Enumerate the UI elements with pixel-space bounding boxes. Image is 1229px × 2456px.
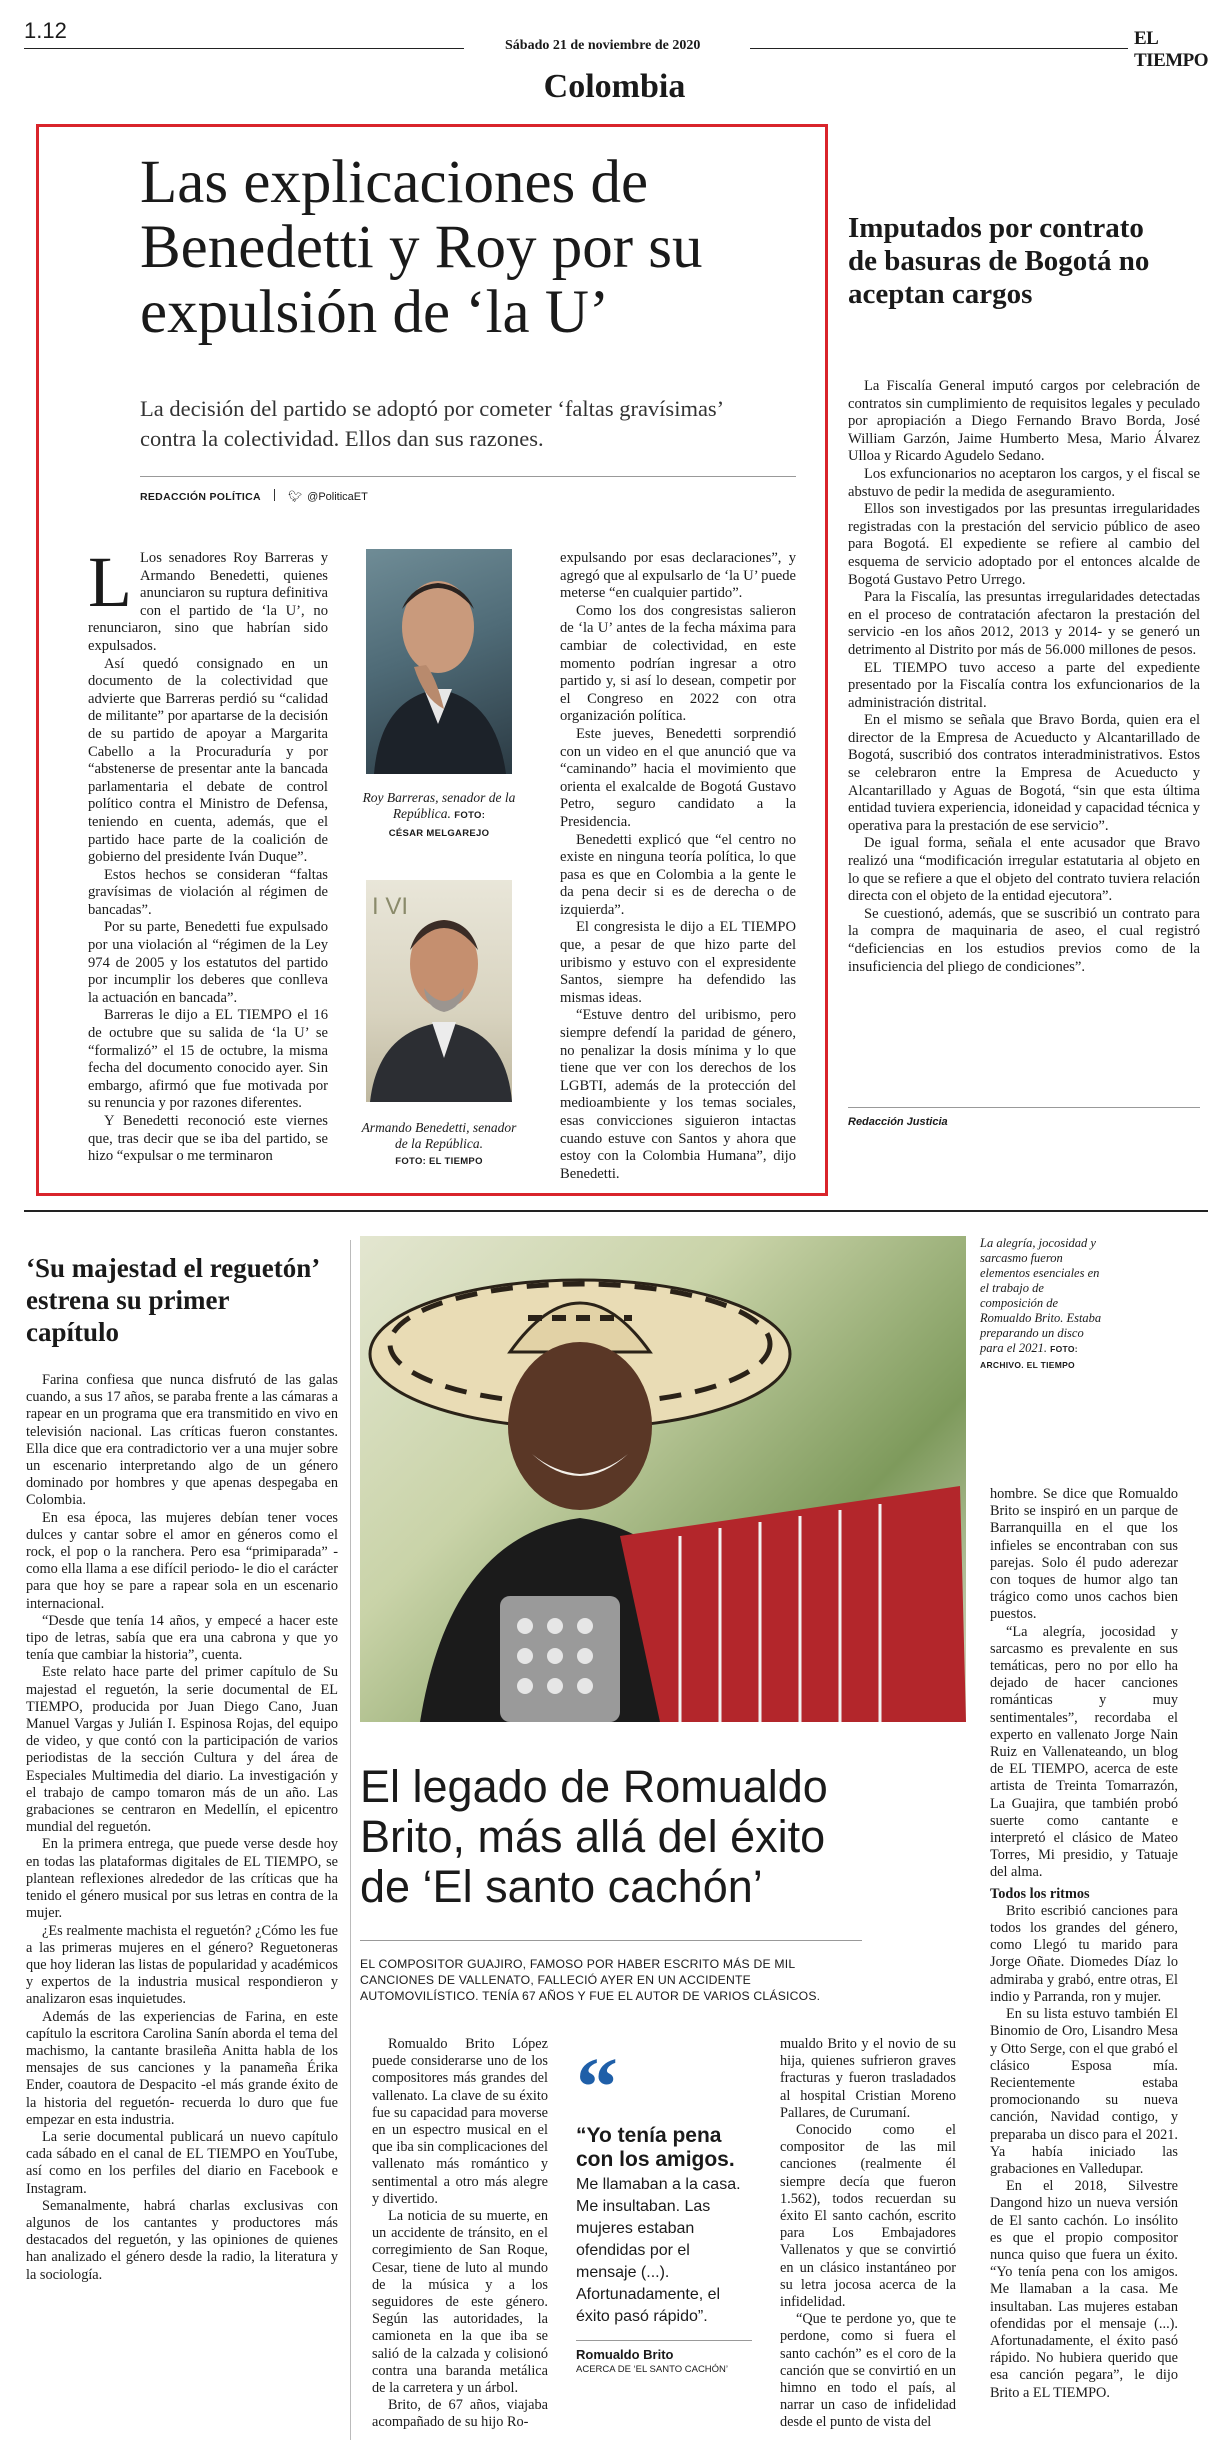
quote-author: Romualdo Brito xyxy=(576,2347,674,2362)
column-divider xyxy=(350,1240,351,2440)
page-date: Sábado 21 de noviembre de 2020 xyxy=(505,38,701,53)
byline-divider xyxy=(274,489,275,501)
paragraph: L Los senadores Roy Barreras y Armando Benedetti, quienes anunciaron su ruptura definitiva con el partido de ‘la U’, no renunciaron, sino que habrían sido expulsados. xyxy=(88,542,328,654)
photo-credit: FOTO: EL TIEMPO xyxy=(395,1156,483,1167)
quote-lead: “Yo tenía pena con los amigos. xyxy=(576,2124,735,2171)
paragraph: Y Benedetti reconoció este viernes que, tras decir que se iba del partido, se hizo “expulsar o me terminaron xyxy=(88,1113,328,1165)
photo-credit: CÉSAR MELGAREJO xyxy=(388,828,490,839)
armando-benedetti-photo xyxy=(366,880,512,1102)
paragraph: Ellos son investigados por las presuntas irregularidades registradas con la prestación del servicio público de aseo para Bogotá. El expediente se refiere al cambio del esquema de servicio adoptado por el entonces alcalde de Bogotá Gustavo Petro Urrego. xyxy=(848,501,1200,588)
paragraph: Por su parte, Benedetti fue expulsado por una violación al “régimen de la Ley 974 de 2005 y los estatutos del partido por incumplir los deberes que conlleva la actuación en bancada”. xyxy=(88,919,328,1006)
paragraph: “Que te perdone yo, que te perdone, como si fuera el santo cachón” es el coro de la canción que se convirtió en un himno en todo el país, al narrar un caso de infidelidad desde el punto de vista del xyxy=(780,2311,956,2431)
side-story-body xyxy=(848,378,1200,976)
paragraph: “Desde que tenía 14 años, y empecé a hacer este tipo de letras, sabía que era una cabrona y que yo tenía que cambiar la historia”, cuenta. xyxy=(26,1612,338,1664)
brito-deck: EL COMPOSITOR GUAJIRO, FAMOSO POR HABER ESCRITO MÁS DE MIL CANCIONES DE VALLENATO, FALLECIÓ AYER EN UN ACCIDENTE AUTOMOVILÍSTICO. TENÍA 67 AÑOS Y FUE EL AUTOR DE VARIOS CLÁSICOS. xyxy=(360,1957,821,2003)
paragraph: hombre. Se dice que Romualdo Brito se inspiró en un parque de Barranquilla en el que los infieles se encontraban con sus parejas. Solo él pudo aderezar con toques de humor algo tan trágico como unos cachos bien puestos. xyxy=(990,1486,1178,1623)
reggaeton-headline: ‘Su majestad el reguetón’ estrena su primer capítulo xyxy=(26,1253,319,1347)
brito-col-1 xyxy=(372,2036,548,2432)
side-headline: Imputados por contrato de basuras de Bogotá no aceptan cargos xyxy=(848,212,1150,310)
quote-body: Me llamaban a la casa. Me insultaban. Las mujeres estaban ofendidas por el mensaje (...). Afortunadamente, el éxito pasó rápido”. xyxy=(576,2176,741,2325)
romualdo-brito-photo xyxy=(360,1236,966,1722)
musician-figure xyxy=(360,1236,966,1722)
paragraph: En su lista estuvo también El Binomio de Oro, Lisandro Mesa y Otto Serge, con el que grabó el clásico Esposa mía. Recientemente estaba promocionando su nueva canción, Navidad contigo, y preparaba un disco para el 2021. Ya había iniciado las grabaciones en Valledupar. xyxy=(990,2006,1178,2177)
main-col-3 xyxy=(560,550,796,1183)
benedetti-caption: Armando Benedetti, senador de la República. FOTO: EL TIEMPO xyxy=(361,1120,517,1167)
paragraph: Se cuestionó, además, que se suscribió un contrato para la compra de maquinaria de aseo, el cual registró “deficiencias en los estudios previos como de la insuficiencia del pliego de condiciones”. xyxy=(848,905,1200,975)
paragraph: Además de las experiencias de Farina, en este capítulo la escritora Carolina Sanín aborda el tema del machismo, la cantante brasileña Anitta habla de los mensajes de sus canciones y la panameña Érika Ender, coautora de Despacito -el más grande éxito de la historia del reguetón- recuerda lo duro que fue empezar en esta industria. xyxy=(26,2008,338,2128)
byline: REDACCIÓN POLÍTICA xyxy=(140,491,261,503)
roy-caption: Roy Barreras, senador de la República. FOTO: CÉSAR MELGAREJO xyxy=(362,790,516,839)
paragraph: Así quedó consignado en un documento de la colectividad que advierte que Barreras perdió su “calidad de militante” por apartarse de la decisión de su partido de apoyar a Margarita Cabello a la Procuraduría y por “abstenerse de presentar ante la bancada parlamentaria el debate de control político contra el Ministro de Defensa, teniendo en cuenta, además, que el partido hace parte de la coalición de gobierno del presidente Iván Duque”. xyxy=(88,655,328,866)
byline-rule xyxy=(140,476,796,477)
paragraph: Farina confiesa que nunca disfrutó de las galas cuando, a sus 17 años, se paraba frente a las cámaras a rapear en un programa que era transmitido en vivo en televisión nacional. Las críticas fueron constantes. Ella dice que era contradictorio ver a una mujer sobre un escenario interpretando algo de un género dominado por hombres y que apenas despegaba en Colombia. xyxy=(26,1372,338,1509)
paragraph: EL TIEMPO tuvo acceso a parte del expediente presentado por la Fiscalía contra los exfuncionarios de la administración distrital. xyxy=(848,659,1200,711)
twitter-handle[interactable]: @PoliticaET xyxy=(307,491,368,503)
photo-credit-label: FOTO: xyxy=(454,810,486,821)
photo-credit: FOTO: ARCHIVO. EL TIEMPO xyxy=(980,1344,1078,1370)
main-col-1 xyxy=(88,542,328,1166)
paragraph: Estos hechos se consideran “faltas gravísimas de violación al régimen de bancadas”. xyxy=(88,866,328,918)
byline-bar xyxy=(140,485,796,505)
brand-logo: EL TIEMPO xyxy=(1134,28,1209,71)
paragraph: En el mismo se señala que Bravo Borda, quien era el director de la Empresa de Acueducto y Alcantarillado de Bogotá, suscribió dos contratos interadministrativos. Estos se celebraron entre la Empresa de Acueducto y Alcantarillado y Aguas de Bogotá, “sin que esta última entidad tuviera experiencia, idoneidad y capacidad técnica y operativa para la prestación de ese servicio”. xyxy=(848,712,1200,834)
paragraph: De igual forma, señala el ente acusador que Bravo realizó una “modificación irregular estatutaria al objeto en lo que se refiere a que el objeto del contrato tuviera relación directa con el objeto de la entidad ejecutora”. xyxy=(848,835,1200,905)
roy-barreras-photo xyxy=(366,549,512,774)
section-title: Colombia xyxy=(543,68,686,105)
portrait-figure xyxy=(366,549,512,774)
paragraph: Brito escribió canciones para todos los grandes del género, como Llegó tu marido para Jorge Oñate. Diomedes Díaz lo admiraba y grabó, entre otras, El indio y Parranda, ron y mujer. xyxy=(990,1902,1178,2005)
deck-rule xyxy=(360,1940,862,1941)
quote-mark-icon: “ xyxy=(576,2041,618,2134)
header-rule-left xyxy=(24,48,464,49)
paragraph: La serie documental publicará un nuevo capítulo cada sábado en el canal de EL TIEMPO en YouTube, así como en los perfiles del diario en Facebook e Instagram. xyxy=(26,2128,338,2197)
paragraph: expulsando por esas declaraciones”, y agregó que al expulsarlo de ‘la U’ puede meterse “en cualquier partido”. xyxy=(560,550,796,602)
paragraph: Como los dos congresistas salieron de ‘la U’ antes de la fecha máxima para cambiar de colectividad, en este momento podrían ingresar a otro partido y, si así lo desean, competir por el Congreso en 2022 con otra organización política. xyxy=(560,602,796,725)
side-byline: Redacción Justicia xyxy=(848,1116,948,1128)
paragraph: Para la Fiscalía, las presuntas irregularidades detectadas en el proceso de contratación afectaron la prestación del servicio -en los años 2012, 2013 y 2014- y se generó un detrimento al Distrito por más de 56.000 millones de pesos. xyxy=(848,589,1200,658)
brito-photo-caption: La alegría, jocosidad y sarcasmo fueron elementos esenciales en el trabajo de composición de Romualdo Brito. Estaba preparando un disco para el 2021. FOTO: ARCHIVO. EL TIEMPO xyxy=(980,1236,1102,1370)
svg-text:I VI: I VI xyxy=(372,893,409,920)
pull-quote xyxy=(576,2041,752,2375)
paragraph: En esa época, las mujeres debían tener voces dulces y cantar sobre el amor en géneros como el rock, el pop o la ranchera. Pero esa “primiparada” -como ella llama a ese difícil periodo- le dio el carácter para que hoy se pare a rapear sola en un escenario internacional. xyxy=(26,1509,338,1612)
quote-rule xyxy=(576,2340,752,2341)
paragraph: En la primera entrega, que puede verse desde hoy en todas las plataformas digitales de EL TIEMPO, se plantean reflexiones alrededor de las críticas que ha tenido el género musical por sus letras en contra de la mujer. xyxy=(26,1836,338,1922)
paragraph: Los exfuncionarios no aceptaron los cargos, y el fiscal se abstuvo de pedir la medida de aseguramiento. xyxy=(848,465,1200,500)
section-divider xyxy=(24,1210,1208,1212)
subhead: Todos los ritmos xyxy=(990,1885,1090,1902)
side-byline-rule xyxy=(848,1107,1200,1108)
paragraph: “Estuve dentro del uribismo, pero siempre defendí la paridad de género, no penalizar la dosis mínima y lo que tiene que ver con los derechos de los LGBTI, además de la protección del medioambiente y los temas sociales, esas convicciones siguieron intactas cuando estuve con Santos y ahora que estoy con la Colombia Humana”, dijo Benedetti. xyxy=(560,1007,796,1182)
paragraph: Semanalmente, habrá charlas exclusivas con algunos de los cantantes y productores más destacados del reguetón, y las opiniones de quienes han analizado el género desde la radio, la literatura y la sociología. xyxy=(26,2197,338,2283)
page-number: 1.12 xyxy=(24,18,67,43)
portrait-figure xyxy=(366,880,512,1102)
paragraph: El congresista le dijo a EL TIEMPO que, a pesar de que hizo parte del uribismo y estuvo con el expresidente Santos, siempre ha defendido las mismas ideas. xyxy=(560,919,796,1006)
paragraph: ¿Es realmente machista el reguetón? ¿Cómo les fue a las primeras mujeres en el género? Reguetoneras que hoy lideran las listas de popularidad y académicos y expertos de la industria musical respondieron y analizaron esas inquietudes. xyxy=(26,1922,338,2008)
header-rule-right xyxy=(750,48,1128,49)
main-headline: Las explicaciones de Benedetti y Roy por su expulsión de ‘la U’ xyxy=(140,149,703,346)
brito-headline: El legado de Romualdo Brito, más allá del éxito de ‘El santo cachón’ xyxy=(360,1761,828,1912)
paragraph: Benedetti explicó que “el centro no existe en ninguna teoría política, lo que pasa es que en Colombia a la gente le da pena decir si es de derecha o de izquierda”. xyxy=(560,831,796,918)
main-deck: La decisión del partido se adoptó por cometer ‘faltas gravísimas’ contra la colectividad. Ellos dan sus razones. xyxy=(140,396,723,451)
brito-col-4 xyxy=(990,1486,1178,2402)
paragraph: En el 2018, Silvestre Dangond hizo un nueva versión de El santo cachón. Lo insólito es que el propio compositor nunca quiso que fuera un éxito. “Yo tenía pena con los amigos. Me llamaban a la casa. Me insultaban. Las mujeres estaban ofendidas por el mensaje (...). Afortunadamente, el éxito pasó rápido. No hubiera querido que esa canción pegara”, le dijo Brito a EL TIEMPO. xyxy=(990,2178,1178,2401)
quote-role: ACERCA DE ‘EL SANTO CACHÓN’ xyxy=(576,2364,729,2375)
paragraph: “La alegría, jocosidad y sarcasmo es prevalente en sus temáticas, pero no por ello ha dejado de hacer canciones románticas y muy sentimentales”, recordaba el experto en vallenato Jorge Nain Ruiz en Vallenateando, un blog de EL TIEMPO, acerca de este artista de Treinta Tomarrazón, La Guajira, que también probó suerte como cantante e interpretó el clásico de Mateo Torres, Mi presidio, y Tatuaje del alma. xyxy=(990,1623,1178,1881)
paragraph: Este relato hace parte del primer capítulo de Su majestad el reguetón, la serie documental de EL TIEMPO, producida por Juan Diego Cano, Juan Manuel Vargas y Julián I. Espinosa Rojas, del equipo de video, y que contó con la participación de varios periodistas de la sección Cultura y del área de Especiales Multimedia del diario. La investigación y el trabajo de campo tomaron más de un año. Las grabaciones se centraron en Medellín, el epicentro mundial del reguetón. xyxy=(26,1664,338,1836)
paragraph: La noticia de su muerte, en un accidente de tránsito, en el corregimiento de San Roque, Cesar, tiene de luto al mundo de la música y a los seguidores de este género. Según las autoridades, la camioneta en la que iba se salió de la calzada y colisionó contra una baranda metálica de la carretera y un árbol. xyxy=(372,2208,548,2397)
paragraph: mualdo Brito y el novio de su hija, quienes sufrieron graves fracturas y fueron trasladados al hospital Cristian Moreno Pallares, de Curumaní. xyxy=(780,2036,956,2121)
paragraph: Brito, de 67 años, viajaba acompañado de su hijo Ro- xyxy=(372,2397,548,2431)
paragraph: Romualdo Brito López puede considerarse uno de los compositores más grandes del vallenato. La clave de su éxito fue su capacidad para moverse en un espectro musical en el que iba sin complicaciones del vallenato más romántico y sentimental a otro más alegre y divertido. xyxy=(372,2036,548,2207)
paragraph: Este jueves, Benedetti sorprendió con un video en el que anunció que va “caminando” hacia el movimiento que orienta el exalcalde de Bogotá Gustavo Petro, seguro candidato a la Presidencia. xyxy=(560,725,796,830)
paragraph: La Fiscalía General imputó cargos por celebración de contratos sin cumplimiento de requisitos legales y peculado por apropiación a Diego Fernando Bravo Borda, José William Garzón, Jaime Humberto Mesa, Mario Álvarez Ulloa y Ricardo Agudelo Sedano. xyxy=(848,378,1200,465)
drop-cap: L xyxy=(88,542,132,622)
twitter-icon: 🐦︎ xyxy=(288,491,303,503)
reggaeton-body xyxy=(26,1372,338,2284)
brito-col-3 xyxy=(780,2036,956,2432)
paragraph: Conocido como el compositor de las mil canciones (realmente él siempre decía que fueron 1.562), todos recuerdan su éxito El santo cachón, escrito para Los Embajadores Vallenatos y que se convirtió en un clásico instantáneo por su letra jocosa acerca de la infidelidad. xyxy=(780,2122,956,2311)
paragraph: Barreras le dijo a EL TIEMPO el 16 de octubre que su salida de ‘la U’ se “formalizó” el 15 de octubre, la misma fecha del documento conocido ayer. Sin embargo, afirmó que fue motivada por su renuncia y por razones diferentes. xyxy=(88,1007,328,1112)
